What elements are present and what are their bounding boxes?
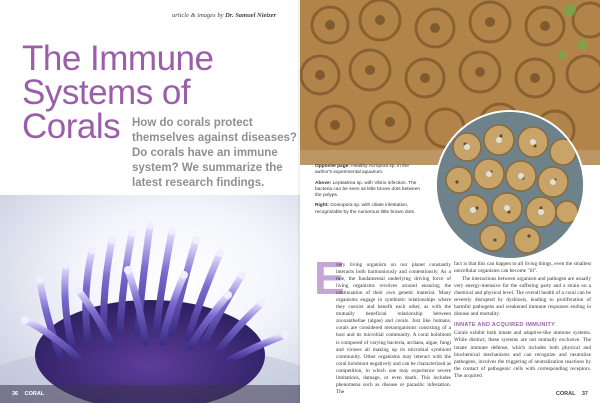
byline-author: Dr. Samuel Nietzer [225, 12, 277, 19]
drop-cap: E [314, 252, 345, 304]
article-subtitle: How do corals protect themselves against diseases? Do corals have an immune system? We summarize the latest research findings. [132, 117, 297, 189]
body-column-2 [454, 261, 591, 380]
page-number-left: 36 [12, 391, 19, 397]
left-page-footer [12, 391, 44, 397]
body-paragraph-1: very living organism on our planet constantly interacts both harmoniously and contentiously. As a rule, the fundamental underlying driving force of living organisms revolves around ensuring the continuation of their own genetic material. Many organisms engage in symbiotic relationships where they coexist and benefit each other, as with the mutually beneficial relationship between zooxanthellae (algae) and corals. Just like humans, corals are considered metaorganisms consisting of a host and its microbial community. A coral holobiont is composed of varying bacteria, archaea, algae, fungi and viruses all making up its microbial symbiont community. Other organisms may interact with the coral holobiont negatively and can be characterized as competition, in which one may experience severe limitations, damage, or even death. This includes phenomena such as disease or parasitic infestation. The [336, 262, 451, 395]
body-column-1 [314, 262, 451, 396]
caption-above: Above: Leptastrea sp. with Vibrio infection. The bacteria can be seen as little brown dots between the polyps. [315, 180, 421, 199]
section-heading: INNATE AND ACQUIRED IMMUNITY [454, 322, 556, 329]
page-number-right: 37 [581, 391, 588, 397]
photo-captions [315, 164, 423, 220]
body-paragraph-4: Corals exhibit both innate and adaptive-like immune systems. While distinct, these systems are not mutually exclusive. The innate immune defense, which includes both physical and biochemical mechanisms and can recognize and neutralize pathogens, involves the triggering of neutralization reactions by the contact of pathogenic cells with corresponding receptors. The acquired [454, 330, 591, 379]
coral-colony-illustration [0, 195, 300, 403]
byline-prefix: article & images by [172, 12, 224, 19]
magazine-name-right: CORAL [555, 391, 576, 397]
body-paragraph-3: The interactions between organism and pathogen are usually very energy-intensive for the suffering party and a strain on a chemical and physical level. The overall health of a coral can be severely disrupted by dysbiosis, leading to proliferation of harmful pathogens and weakened immune responses ending in disease and mortality. [454, 276, 591, 318]
right-page [300, 0, 600, 403]
coral-colony-photo [0, 195, 300, 403]
caption-right: Right: Goniopora sp. with ciliate infestation, recognizable by the numerous little brown dots. [315, 203, 416, 215]
goniopora-illustration [437, 112, 585, 260]
byline [172, 12, 276, 19]
circular-infection-closeup-photo [435, 110, 585, 260]
title-line-2: Systems of Corals [22, 73, 191, 146]
magazine-name-left: CORAL [24, 391, 45, 397]
caption-opposite: Opposite page: Healthy Acropora sp. in the author's experimental aquarium. [315, 164, 409, 176]
right-page-footer [556, 391, 588, 397]
body-paragraph-2: fact is that this can happen to all living things, even the smallest unicellular organisms can become "ill". [454, 261, 591, 275]
title-line-1: The Immune [22, 39, 214, 78]
